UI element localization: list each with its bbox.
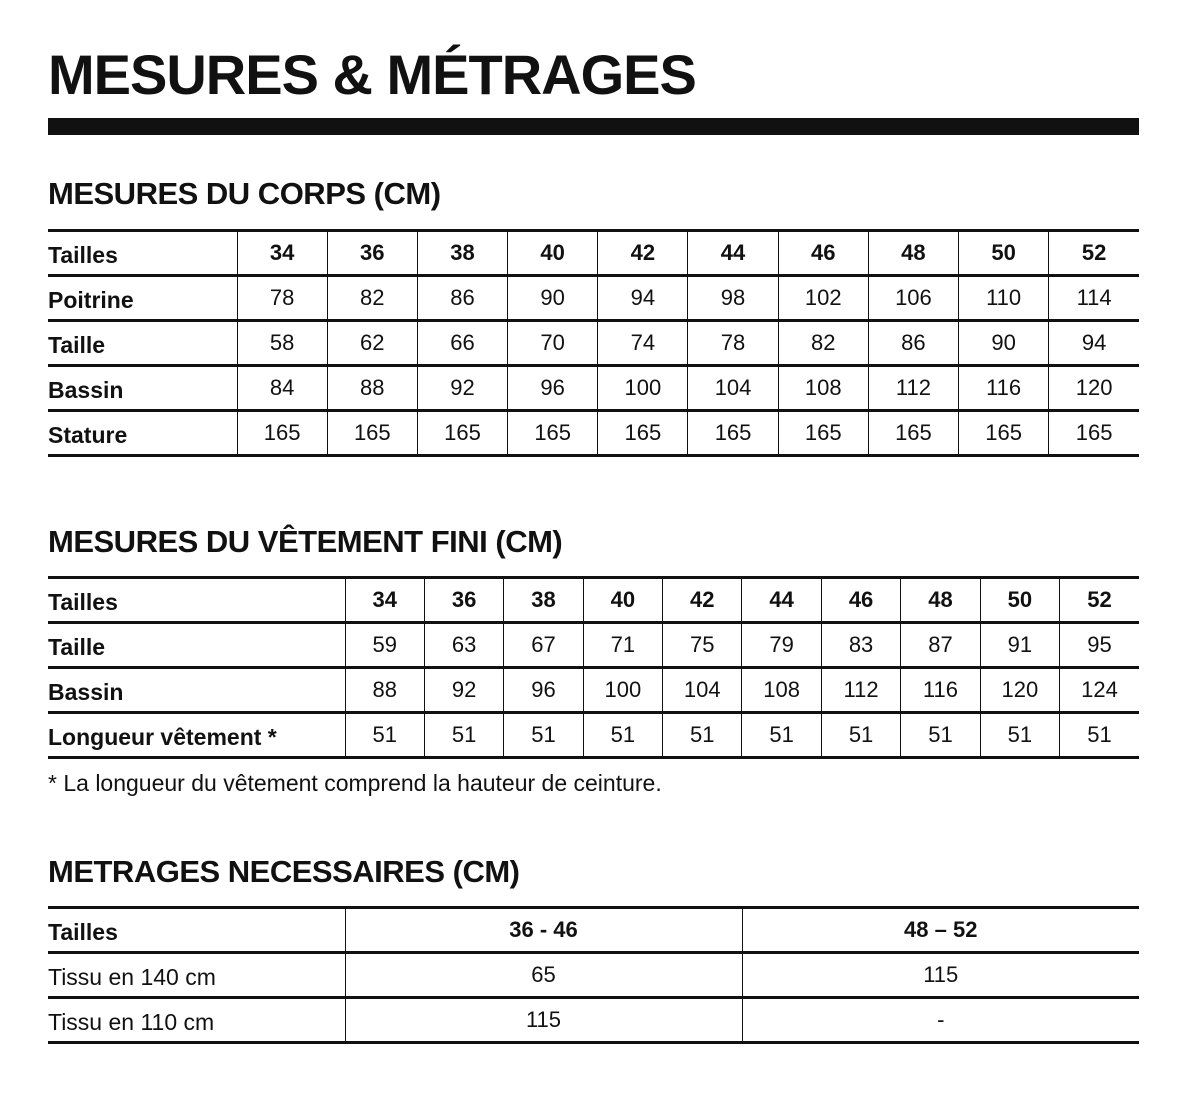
value-cell: 95: [1060, 623, 1139, 668]
value-cell: 90: [959, 321, 1049, 366]
value-cell: 74: [598, 321, 688, 366]
value-cell: 124: [1060, 668, 1139, 713]
value-cell: 62: [327, 321, 417, 366]
value-cell: 116: [959, 366, 1049, 411]
value-cell: 120: [1049, 366, 1139, 411]
value-cell: 108: [742, 668, 821, 713]
value-cell: 108: [778, 366, 868, 411]
value-cell: 104: [663, 668, 742, 713]
value-cell: 92: [417, 366, 507, 411]
value-cell: 51: [583, 713, 662, 758]
value-cell: 82: [778, 321, 868, 366]
value-cell: 115: [742, 953, 1139, 998]
value-cell: 79: [742, 623, 821, 668]
table-row: [48, 953, 1139, 998]
table-row: [48, 366, 1139, 411]
value-cell: 51: [901, 713, 980, 758]
value-cell: 58: [237, 321, 327, 366]
value-cell: 65: [345, 953, 742, 998]
value-cell: 165: [778, 411, 868, 456]
size-header-cell: 48: [901, 578, 980, 623]
value-cell: 165: [868, 411, 958, 456]
size-header-cell: 48: [868, 231, 958, 276]
header-label: Tailles: [48, 231, 237, 276]
value-cell: 51: [424, 713, 503, 758]
header-label: Tailles: [48, 908, 345, 953]
header-label: Tailles: [48, 578, 345, 623]
table-row: [48, 668, 1139, 713]
value-cell: 86: [868, 321, 958, 366]
table-row: [48, 713, 1139, 758]
table-row: [48, 411, 1139, 456]
value-cell: 71: [583, 623, 662, 668]
size-header-cell: 46: [821, 578, 900, 623]
table-header-row: [48, 231, 1139, 276]
value-cell: 112: [821, 668, 900, 713]
value-cell: 51: [345, 713, 424, 758]
value-cell: 83: [821, 623, 900, 668]
value-cell: 84: [237, 366, 327, 411]
value-cell: 165: [688, 411, 778, 456]
value-cell: 67: [504, 623, 583, 668]
value-cell: 165: [508, 411, 598, 456]
value-cell: 51: [504, 713, 583, 758]
value-cell: 98: [688, 276, 778, 321]
value-cell: 96: [504, 668, 583, 713]
value-cell: 88: [327, 366, 417, 411]
finished-garment-title: MESURES DU VÊTEMENT FINI (CM): [48, 524, 563, 559]
value-cell: 112: [868, 366, 958, 411]
row-label: Poitrine: [48, 276, 237, 321]
body-measurements-table: [48, 229, 1139, 457]
table-row: [48, 998, 1139, 1043]
size-header-cell: 50: [980, 578, 1059, 623]
size-header-cell: 40: [508, 231, 598, 276]
value-cell: 100: [583, 668, 662, 713]
fabric-requirements-table: [48, 906, 1139, 1044]
value-cell: 106: [868, 276, 958, 321]
row-label: Tissu en 110 cm: [48, 998, 345, 1043]
size-header-cell: 38: [504, 578, 583, 623]
size-header-cell: 36: [327, 231, 417, 276]
table-row: [48, 321, 1139, 366]
value-cell: 94: [1049, 321, 1139, 366]
value-cell: 78: [688, 321, 778, 366]
value-cell: 114: [1049, 276, 1139, 321]
row-label: Stature: [48, 411, 237, 456]
size-header-cell: 40: [583, 578, 662, 623]
value-cell: 70: [508, 321, 598, 366]
value-cell: 165: [1049, 411, 1139, 456]
value-cell: 88: [345, 668, 424, 713]
size-header-cell: 44: [742, 578, 821, 623]
table-row: [48, 276, 1139, 321]
value-cell: -: [742, 998, 1139, 1043]
value-cell: 96: [508, 366, 598, 411]
value-cell: 51: [821, 713, 900, 758]
value-cell: 86: [417, 276, 507, 321]
size-header-cell: 36 - 46: [345, 908, 742, 953]
size-header-cell: 46: [778, 231, 868, 276]
table-row: [48, 623, 1139, 668]
size-header-cell: 44: [688, 231, 778, 276]
value-cell: 75: [663, 623, 742, 668]
value-cell: 91: [980, 623, 1059, 668]
size-header-cell: 50: [959, 231, 1049, 276]
value-cell: 94: [598, 276, 688, 321]
garment-length-footnote: * La longueur du vêtement comprend la hauteur de ceinture.: [48, 770, 662, 796]
value-cell: 104: [688, 366, 778, 411]
value-cell: 51: [1060, 713, 1139, 758]
row-label: Longueur vêtement *: [48, 713, 345, 758]
value-cell: 51: [742, 713, 821, 758]
value-cell: 59: [345, 623, 424, 668]
size-header-cell: 52: [1049, 231, 1139, 276]
finished-garment-table: [48, 576, 1139, 759]
value-cell: 165: [598, 411, 688, 456]
value-cell: 51: [663, 713, 742, 758]
value-cell: 102: [778, 276, 868, 321]
size-header-cell: 34: [345, 578, 424, 623]
row-label: Tissu en 140 cm: [48, 953, 345, 998]
row-label: Taille: [48, 623, 345, 668]
value-cell: 165: [237, 411, 327, 456]
value-cell: 87: [901, 623, 980, 668]
size-header-cell: 36: [424, 578, 503, 623]
size-header-cell: 42: [663, 578, 742, 623]
value-cell: 115: [345, 998, 742, 1043]
value-cell: 120: [980, 668, 1059, 713]
value-cell: 66: [417, 321, 507, 366]
title-divider: [48, 118, 1139, 135]
value-cell: 116: [901, 668, 980, 713]
size-header-cell: 42: [598, 231, 688, 276]
value-cell: 51: [980, 713, 1059, 758]
table-header-row: [48, 578, 1139, 623]
size-header-cell: 48 – 52: [742, 908, 1139, 953]
value-cell: 165: [327, 411, 417, 456]
value-cell: 63: [424, 623, 503, 668]
fabric-requirements-title: METRAGES NECESSAIRES (CM): [48, 854, 520, 889]
row-label: Taille: [48, 321, 237, 366]
row-label: Bassin: [48, 668, 345, 713]
value-cell: 100: [598, 366, 688, 411]
value-cell: 90: [508, 276, 598, 321]
page-title: MESURES & MÉTRAGES: [48, 43, 696, 106]
size-header-cell: 38: [417, 231, 507, 276]
size-header-cell: 52: [1060, 578, 1139, 623]
size-header-cell: 34: [237, 231, 327, 276]
value-cell: 82: [327, 276, 417, 321]
table-header-row: [48, 908, 1139, 953]
value-cell: 92: [424, 668, 503, 713]
row-label: Bassin: [48, 366, 237, 411]
value-cell: 165: [417, 411, 507, 456]
body-measurements-title: MESURES DU CORPS (CM): [48, 176, 441, 211]
value-cell: 165: [959, 411, 1049, 456]
value-cell: 78: [237, 276, 327, 321]
value-cell: 110: [959, 276, 1049, 321]
